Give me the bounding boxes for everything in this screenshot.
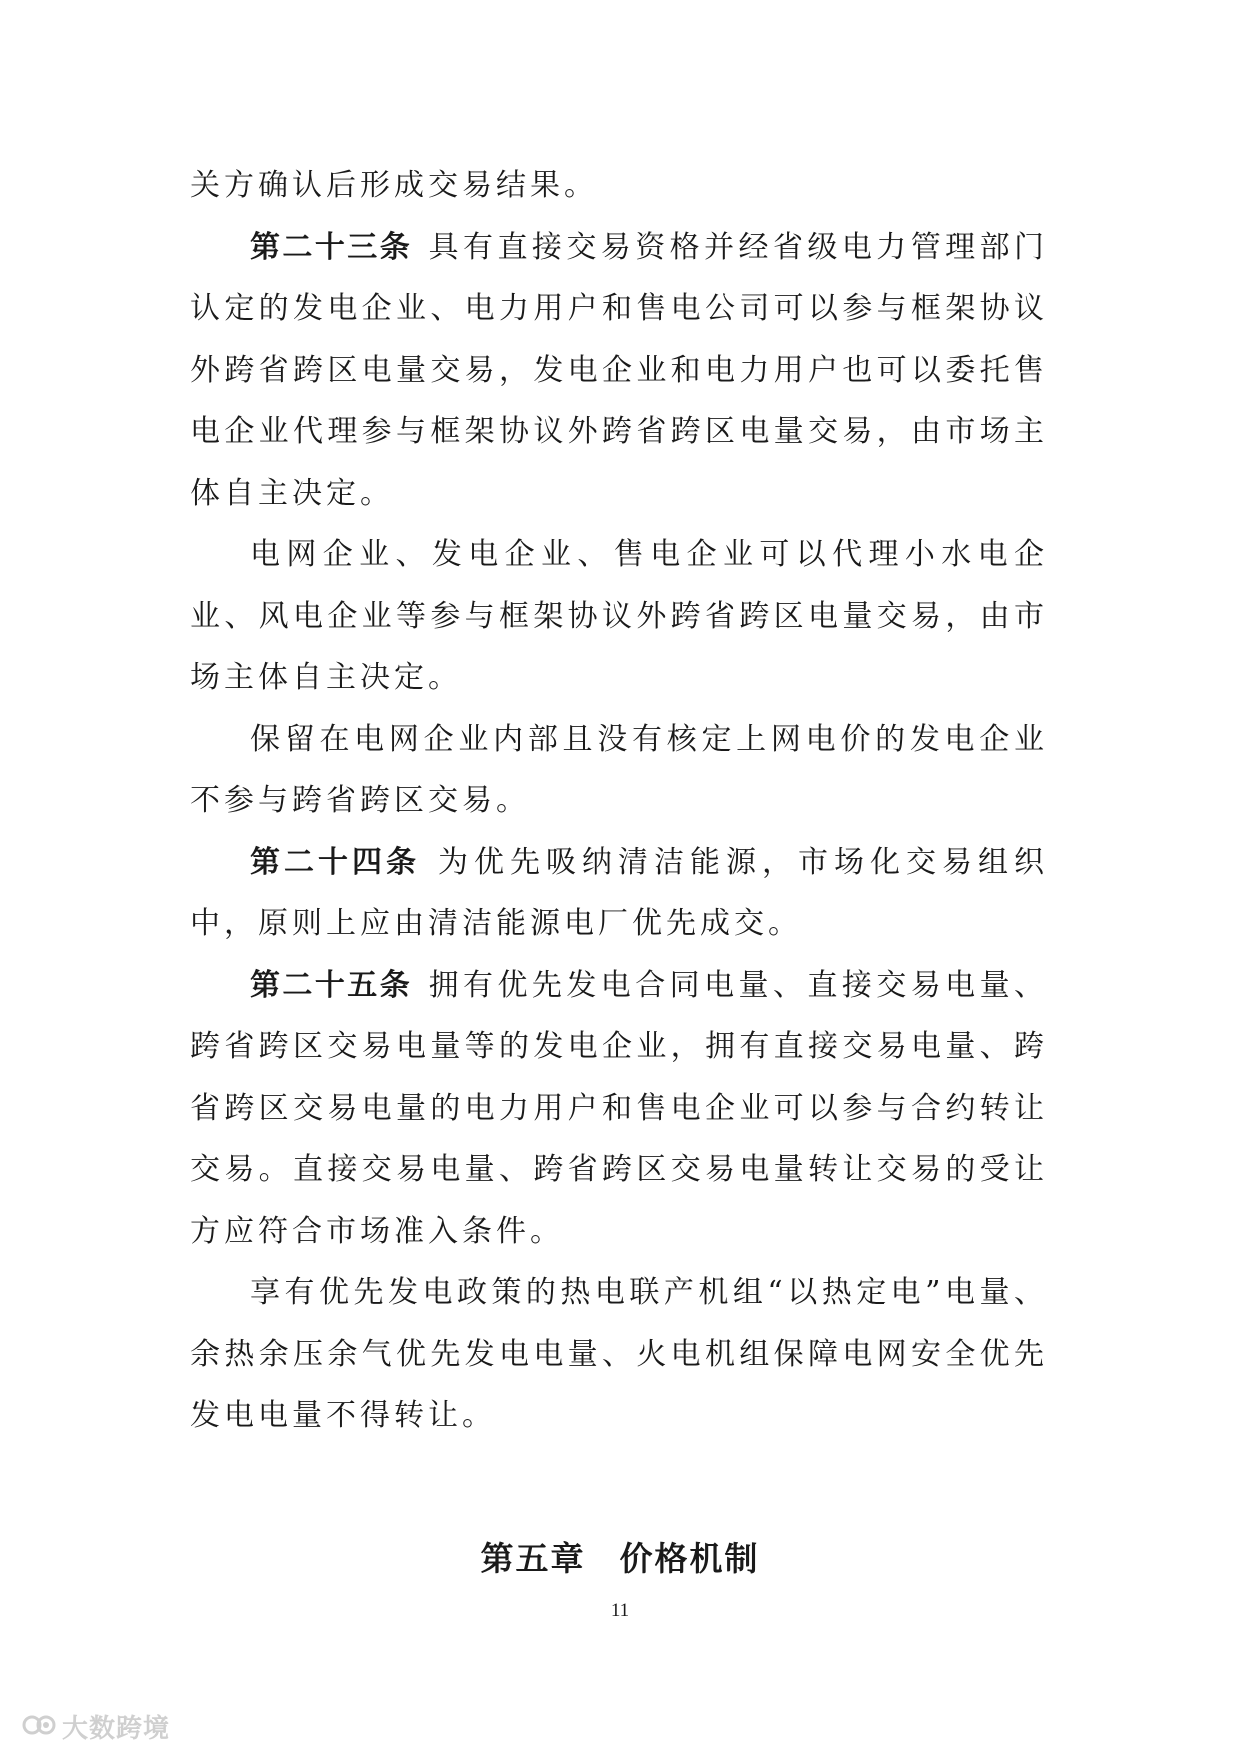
chapter-title: 价格机制 [619,1539,760,1578]
paragraph-text: 拥有优先发电合同电量、直接交易电量、跨省跨区交易电量等的发电企业，拥有直接交易电量、跨省跨区交易电量的电力用户和售电企业可以参与合约转让交易。直接交易电量、跨省跨区交易电量转让交易的受让方应符合市场准入条件。 [190,967,1049,1249]
article-24 [190,832,1048,955]
document-body [190,155,1048,1447]
logo-icon [22,1710,56,1744]
paragraph-text: 电网企业、发电企业、售电企业可以代理小水电企业、风电企业等参与框架协议外跨省跨区电量交易，由市场主体自主决定。 [190,537,1048,695]
article-number: 第二十三条 [250,229,413,265]
article-number: 第二十四条 [250,844,420,880]
paragraph-text: 享有优先发电政策的热电联产机组“以热定电”电量、余热余压余气优先发电电量、火电机组保障电网安全优先发电电量不得转让。 [190,1275,1048,1433]
watermark [22,1708,170,1745]
watermark-text: 大数跨境 [62,1714,171,1744]
chapter-number: 第五章 [480,1539,586,1578]
article-25-paragraph-2 [190,1262,1048,1447]
article-23-paragraph-3 [190,709,1048,832]
article-number: 第二十五条 [250,967,413,1003]
paragraph-text: 关方确认后形成交易结果。 [190,168,598,203]
article-23 [190,217,1048,525]
paragraph-text: 保留在电网企业内部且没有核定上网电价的发电企业不参与跨省跨区交易。 [190,721,1048,818]
article-23-paragraph-2 [190,524,1048,709]
paragraph-continuation [190,155,1048,217]
chapter-heading [0,1533,1240,1580]
page-number: 11 [610,1600,630,1621]
paragraph-text: 具有直接交易资格并经省级电力管理部门认定的发电企业、电力用户和售电公司可以参与框架协议外跨省跨区电量交易，发电企业和电力用户也可以委托售电企业代理参与框架协议外跨省跨区电量交易，由市场主体自主决定。 [190,229,1049,511]
article-25 [190,955,1048,1263]
paragraph-text: 为优先吸纳清洁能源，市场化交易组织中，原则上应由清洁能源电厂优先成交。 [190,844,1048,941]
